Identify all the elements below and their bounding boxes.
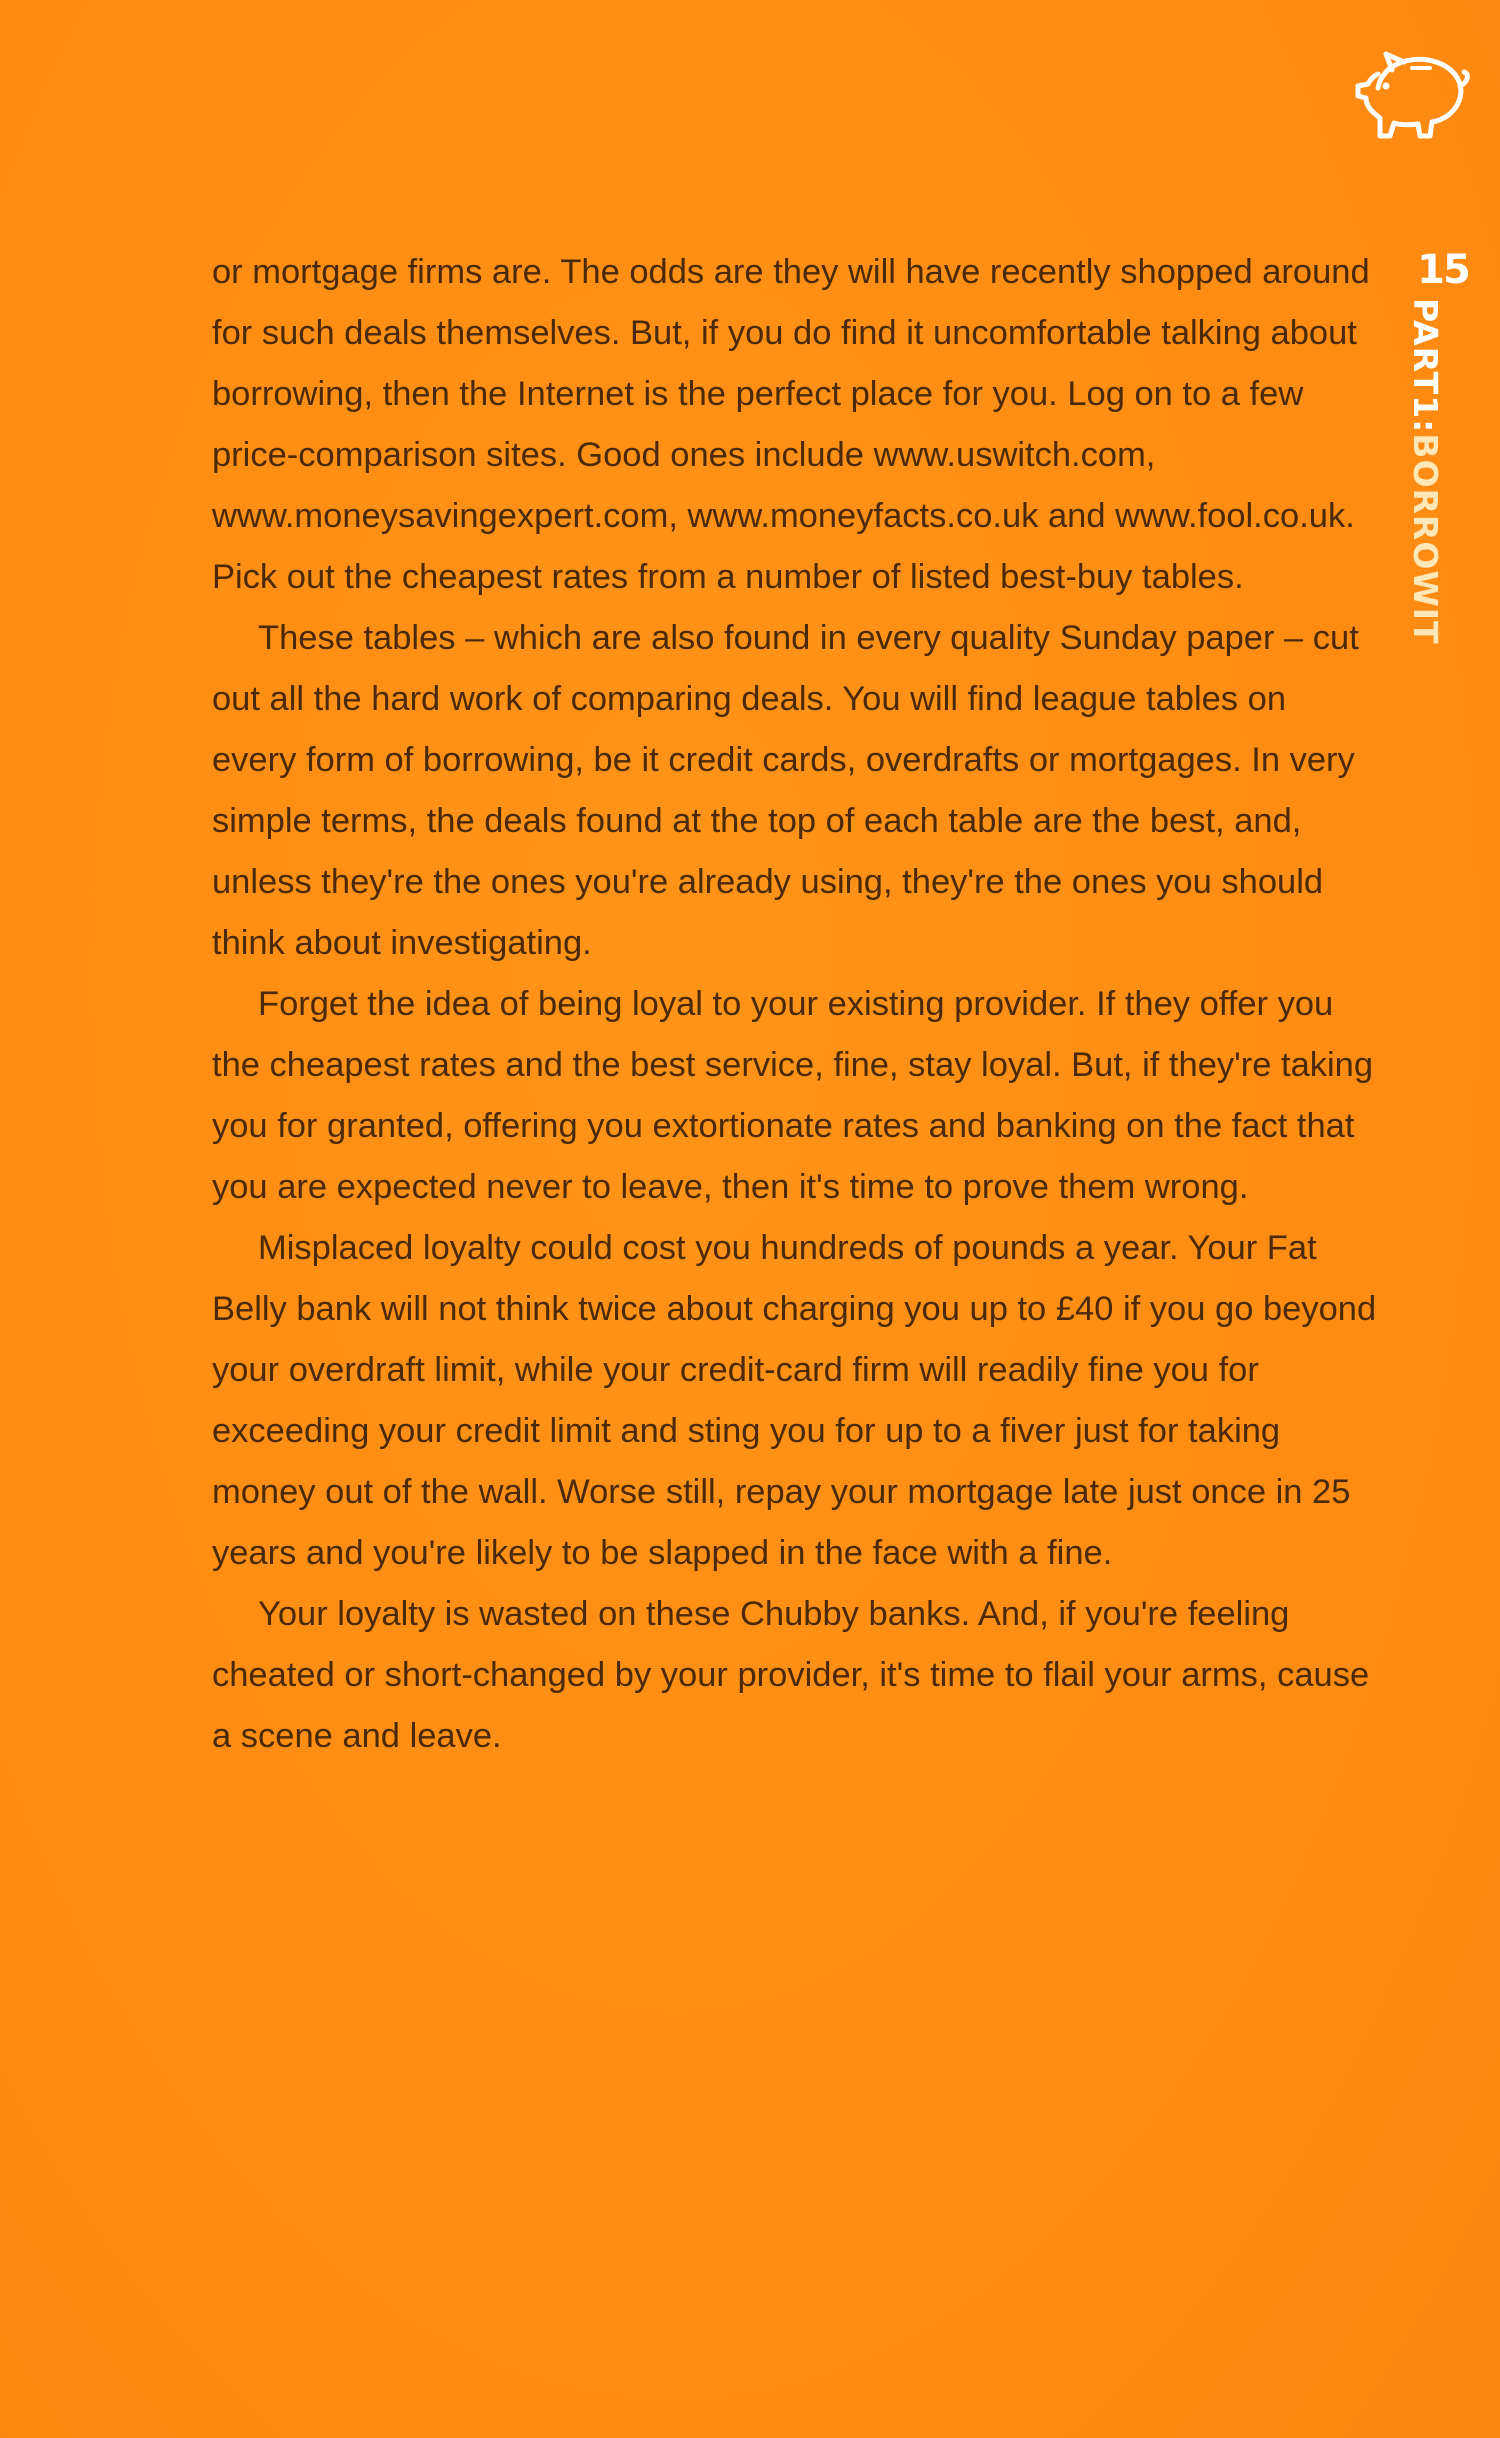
section-label xyxy=(1407,298,1443,645)
paragraph: Your loyalty is wasted on these Chubby banks. And, if you're feeling cheated or short-changed by your provider, it's time to flail your arms, cause a scene and leave. xyxy=(212,1595,1370,1755)
paragraph: or mortgage firms are. The odds are they will have recently shopped around for such deals themselves. But, if you do find it uncomfortable talking about borrowing, then the Internet is the perfect place for you. Log on to a few price-comparison sites. Good ones include www.uswitch.com, www.moneysavingexpert.com, www.moneyfacts.co.uk and www.fool.co.uk. Pick out the cheapest rates from a number of listed best-buy tables. xyxy=(212,253,1370,596)
body-text xyxy=(212,242,1377,1767)
paragraph: Misplaced loyalty could cost you hundreds of pounds a year. Your Fat Belly bank will not think twice about charging you up to £40 if you go beyond your overdraft limit, while your credit-card firm will readily fine you for exceeding your credit limit and sting you for up to a fiver just for taking money out of the wall. Worse still, repay your mortgage late just once in 25 years and you're likely to be slapped in the face with a fine. xyxy=(212,1229,1377,1572)
page-number: 15 xyxy=(1417,247,1469,293)
section-part: PART1: xyxy=(1406,298,1445,434)
piggy-bank-icon xyxy=(1352,40,1474,152)
section-title: BORROWIT xyxy=(1406,433,1445,645)
chapter-tab xyxy=(1406,244,1474,654)
paragraph: Forget the idea of being loyal to your existing provider. If they offer you the cheapest rates and the best service, fine, stay loyal. But, if they're taking you for granted, offering you extortionate rates and banking on the fact that you are expected never to leave, then it's time to prove them wrong. xyxy=(212,985,1374,1206)
paragraph: These tables – which are also found in every quality Sunday paper – cut out all the hard work of comparing deals. You will find league tables on every form of borrowing, be it credit cards, overdrafts or mortgages. In very simple terms, the deals found at the top of each table are the best, and, unless they're the ones you're already using, they're the ones you should think about investigating. xyxy=(212,619,1359,962)
